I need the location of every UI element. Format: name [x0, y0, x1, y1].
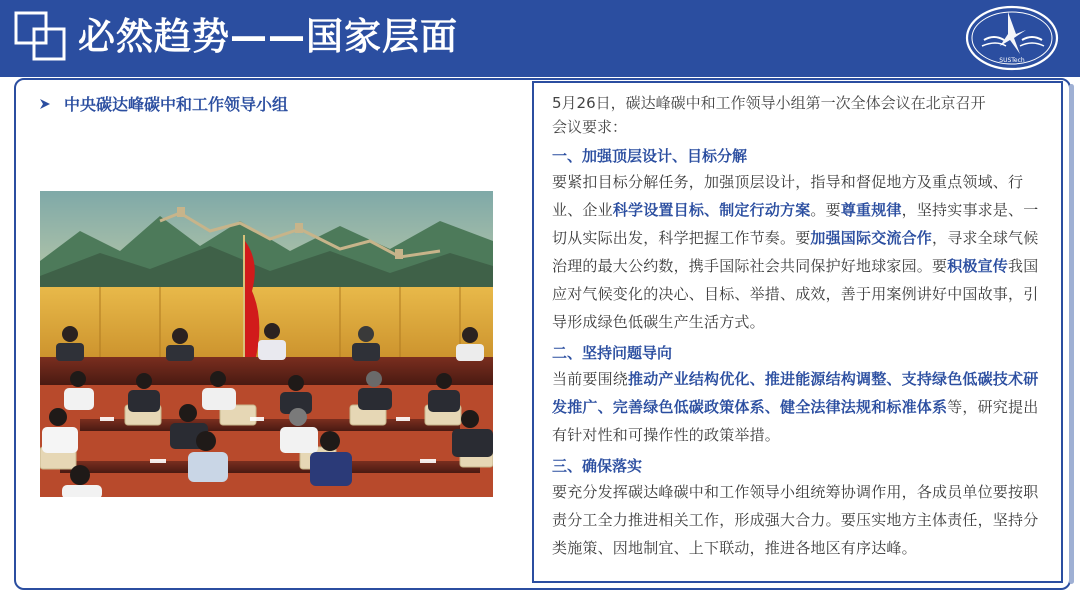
meeting-photo: [40, 191, 493, 497]
panel-edge-bar: [1069, 84, 1074, 584]
university-logo: [964, 4, 1060, 72]
section-bullet: [38, 92, 288, 114]
arrow-bullet-icon: [38, 97, 52, 111]
intro-line-1: 5月26日，碳达峰碳中和工作领导小组第一次全体会议在北京召开: [552, 94, 986, 112]
section-2-heading: 二、坚持问题导向: [552, 344, 673, 362]
intro-line-2: 会议要求：: [552, 118, 628, 136]
meeting-requirements-box: [532, 81, 1063, 583]
section-2-text: 当前要围绕推动产业结构优化、推进能源结构调整、支持绿色低碳技术研发推广、完善绿色低碳政策体系、健全法律法规和标准体系等，研究提出有针对性和可操作性的政策举措。: [552, 370, 1039, 444]
svg-text:SUSTech: SUSTech: [999, 57, 1025, 64]
squares-icon: [14, 9, 70, 65]
section-1-text: 要紧扣目标分解任务，加强顶层设计，指导和督促地方及重点领域、行业、企业科学设置目标、制定行动方案。要尊重规律，坚持实事求是、一切从实际出发，科学把握工作节奏。要加强国际交流合作，寻求全球气候治理的最大公约数，携手国际社会共同保护好地球家园。要积极宣传我国应对气候变化的决心、目标、举措、成效，善于用案例讲好中国故事，引导形成绿色低碳生产生活方式。: [552, 173, 1039, 331]
bullet-label: 中央碳达峰碳中和工作领导小组: [64, 94, 289, 114]
section-3-heading: 三、确保落实: [552, 457, 643, 475]
page-title: 必然趋势——国家层面: [78, 15, 458, 58]
header-bar: [0, 0, 1080, 77]
section-1-heading: 一、加强顶层设计、目标分解: [552, 147, 748, 165]
section-3-text: 要充分发挥碳达峰碳中和工作领导小组统筹协调作用，各成员单位要按职责分工全力推进相关工作，形成强大合力。要压实地方主体责任，坚持分类施策、因地制宜、上下联动，推进各地区有序达峰。: [552, 483, 1039, 557]
